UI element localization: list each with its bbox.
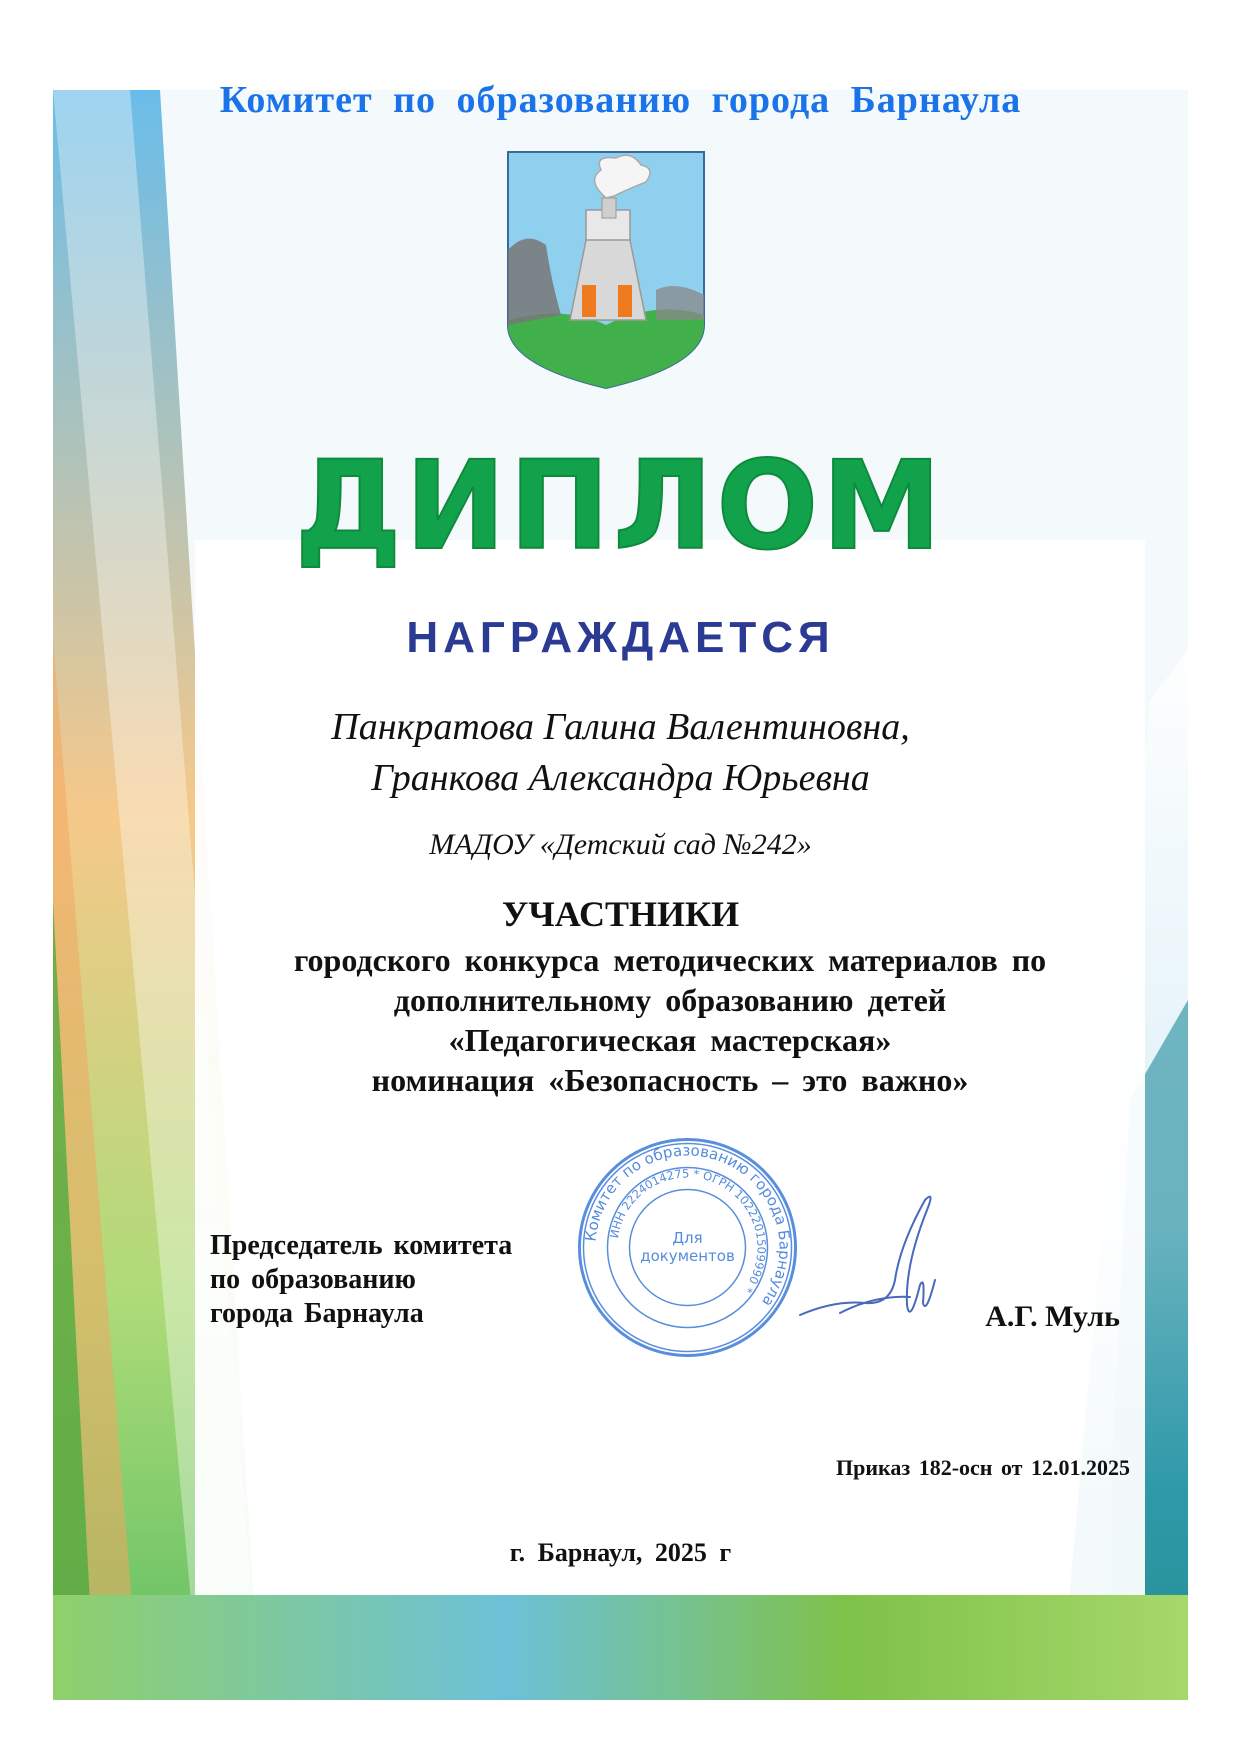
stamp-center-line-1: Для bbox=[672, 1229, 703, 1247]
description-line-1: городского конкурса методических материалов по bbox=[293, 942, 1047, 978]
handwritten-signature bbox=[795, 1185, 955, 1345]
signer-position-line-1: Председатель комитета bbox=[210, 1230, 513, 1261]
order-reference: Приказ 182-осн от 12.01.2025 bbox=[836, 1455, 1130, 1480]
recipient-name-2: Гранкова Александра Юрьевна bbox=[371, 757, 870, 799]
stamp-center-line-2: документов bbox=[640, 1247, 735, 1265]
description-line-4: номинация «Безопасность – это важно» bbox=[371, 1062, 969, 1098]
awarded-heading: НАГРАЖДАЕТСЯ bbox=[406, 613, 835, 662]
official-stamp bbox=[575, 1135, 800, 1360]
signer-position-line-3: города Барнаула bbox=[210, 1298, 424, 1329]
signer-position-line-2: по образованию bbox=[210, 1264, 416, 1295]
description-line-2: дополнительному образованию детей bbox=[393, 982, 947, 1018]
header-title: Комитет по образованию города Барнаула bbox=[219, 79, 1022, 121]
signer-name: А.Г. Муль bbox=[985, 1300, 1120, 1333]
status-heading: УЧАСТНИКИ bbox=[501, 894, 740, 934]
description-line-3: «Педагогическая мастерская» bbox=[448, 1022, 892, 1058]
footer-place-date: г. Барнаул, 2025 г bbox=[509, 1538, 732, 1567]
stamp-inner-text: ИНН 2224014275 * ОГРН 1022201509990 * bbox=[607, 1166, 769, 1296]
barnaul-coat-of-arms-icon bbox=[506, 150, 706, 390]
diploma-title bbox=[0, 418, 1241, 568]
organization-name: МАДОУ «Детский сад №242» bbox=[429, 828, 812, 861]
stamp-outer-text: Комитет по образованию города Барнаула bbox=[581, 1141, 794, 1311]
recipient-name-1: Панкратова Галина Валентиновна, bbox=[331, 706, 910, 748]
diploma-title-text: ДИПЛОМ bbox=[295, 435, 945, 568]
